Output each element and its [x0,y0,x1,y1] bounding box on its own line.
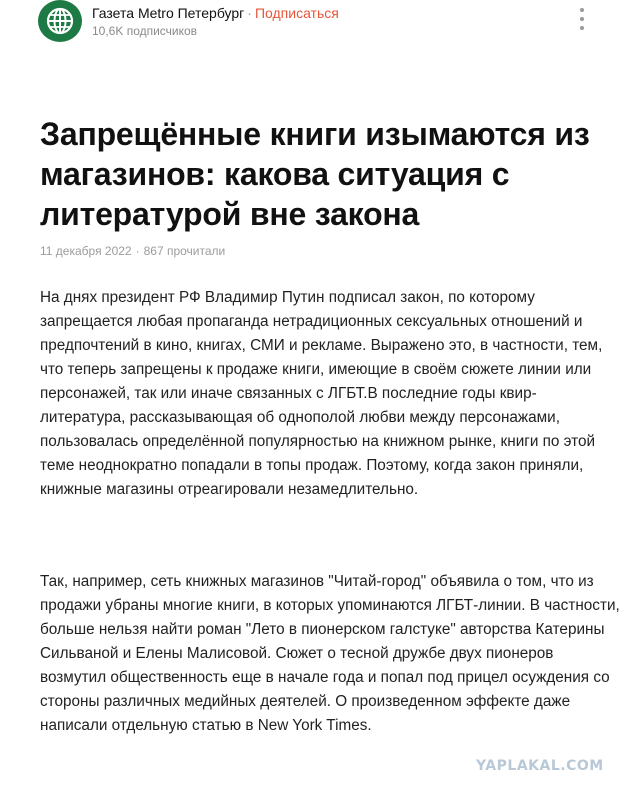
meta-separator: · [135,244,140,258]
channel-header [0,0,640,48]
more-vertical-icon[interactable] [572,8,592,30]
article-paragraph: На днях президент РФ Владимир Путин подписал закон, по которому запрещается любая пропаганда нетрадиционных сексуальных отношений и предпочтений в кино, книгах, СМИ и рекламе. Выражено это, в частности, тем, что теперь запрещены к продаже книги, имеющие в своём сюжете линии или персонажей, так или иначе связанных с ЛГБТ.В последние годы квир-литература, рассказывающая об однополой любви между персонажами, пользовалась определённой популярностью на книжном рынке, книги по этой теме неоднократно попадали в топы продаж. Поэтому, когда закон приняли, книжные магазины отреагировали незамедлительно. [40,289,603,498]
article-title: Запрещённые книги изымаются из магазинов: какова ситуация с литературой вне закона [40,116,590,232]
article-meta [40,243,225,259]
header-separator: · [247,5,252,21]
subscriber-count: 10,6K подписчиков [92,24,198,38]
site-watermark: YAPLAKAL.COM [476,758,604,774]
globe-icon [45,6,75,36]
channel-avatar[interactable] [38,0,82,42]
publish-date: 11 декабря 2022 [40,244,132,258]
channel-line [92,4,339,22]
views-count: 867 прочитали [143,244,226,258]
channel-name-link[interactable]: Газета Metro Петербург [92,5,245,21]
subscribe-button[interactable]: Подписаться [254,5,339,21]
article-paragraph: Так, например, сеть книжных магазинов "Читай-город" объявила о том, что из продажи убраны многие книги, в которых упоминаются ЛГБТ-линии. В частности, больше нельзя найти роман "Лето в пионерском галстуке" авторства Катерины Сильваной и Елены Малисовой. Сюжет о тесной дружбе двух пионеров возмутил общественность еще в начале года и попал под прицел осуждения со стороны различных медийных деятелей. О произведенном эффекте даже написали отдельную статью в New York Times. [40,573,620,734]
